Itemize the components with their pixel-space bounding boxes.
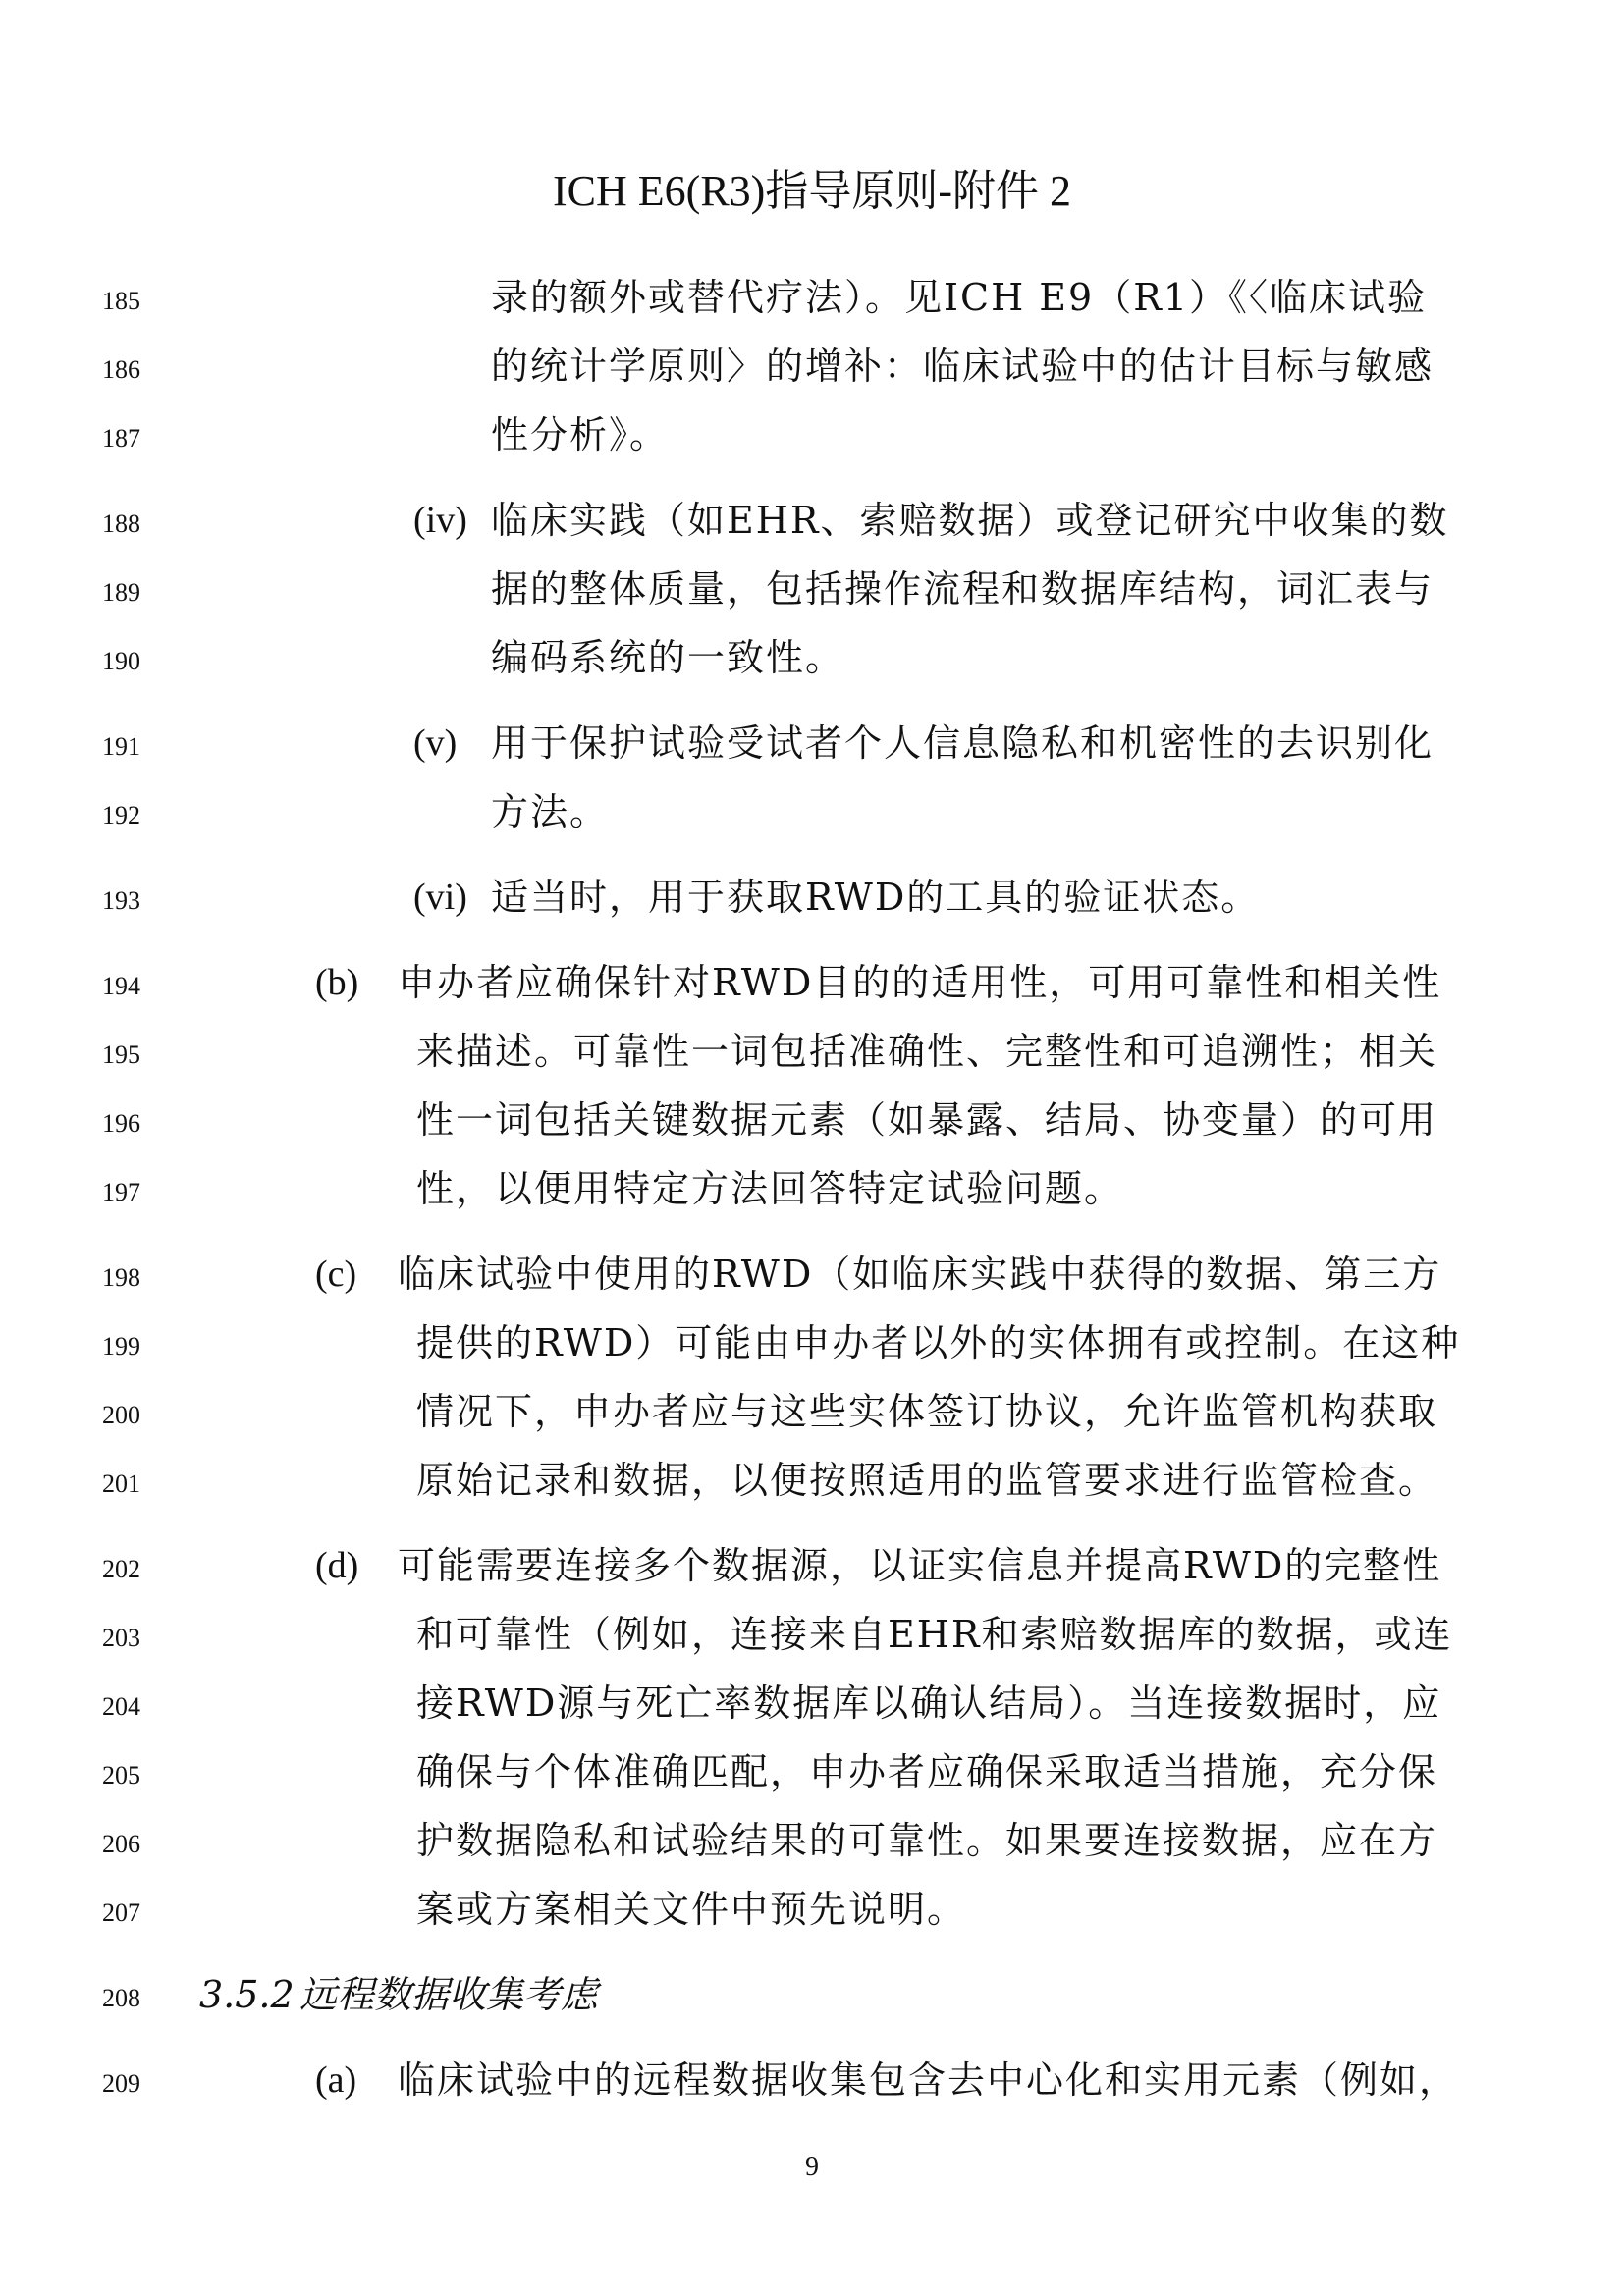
page-number: 9 <box>805 2152 819 2182</box>
item-marker: (vi) <box>413 877 467 918</box>
body-text-line: 性一词包括关键数据元素（如暴露、结局、协变量）的可用 <box>416 1098 1438 1142</box>
item-marker: (iv) <box>413 500 467 541</box>
line-number: 199 <box>102 1332 140 1361</box>
body-text-line: 原始记录和数据，以便按照适用的监管要求进行监管检查。 <box>416 1459 1438 1502</box>
body-text-line: 提供的RWD）可能由申办者以外的实体拥有或控制。在这种 <box>416 1321 1461 1364</box>
line-number: 187 <box>102 424 140 453</box>
line-number: 189 <box>102 578 140 607</box>
line-number: 197 <box>102 1178 140 1206</box>
body-text-line: 案或方案相关文件中预先说明。 <box>416 1888 967 1931</box>
line-number: 198 <box>102 1263 140 1292</box>
body-text-line: 情况下，申办者应与这些实体签订协议，允许监管机构获取 <box>416 1390 1438 1433</box>
line-number: 195 <box>102 1041 140 1069</box>
section-number: 3.5.2 <box>199 1973 295 2016</box>
body-text-line: 临床试验中的远程数据收集包含去中心化和实用元素（例如， <box>398 2058 1459 2102</box>
body-text-line: 申办者应确保针对RWD目的的适用性，可用可靠性和相关性 <box>398 961 1442 1004</box>
line-number: 204 <box>102 1692 140 1721</box>
line-number: 192 <box>102 801 140 829</box>
line-number: 203 <box>102 1624 140 1652</box>
line-number: 185 <box>102 287 140 315</box>
item-marker: (v) <box>413 722 458 764</box>
body-text-line: 可能需要连接多个数据源，以证实信息并提高RWD的完整性 <box>398 1544 1442 1587</box>
line-number: 188 <box>102 509 140 538</box>
item-marker: (b) <box>315 962 359 1003</box>
body-text-line: 确保与个体准确匹配，申办者应确保采取适当措施，充分保 <box>416 1750 1438 1793</box>
line-number: 191 <box>102 732 140 761</box>
body-text-line: 和可靠性（例如，连接来自EHR和索赔数据库的数据，或连 <box>416 1613 1453 1656</box>
item-marker: (a) <box>315 2059 357 2101</box>
line-number: 196 <box>102 1109 140 1138</box>
body-text-line: 性，以便用特定方法回答特定试验问题。 <box>416 1167 1124 1210</box>
body-text-line: 护数据隐私和试验结果的可靠性。如果要连接数据，应在方 <box>416 1819 1438 1862</box>
body-text-line: 编码系统的一致性。 <box>491 636 845 679</box>
line-number: 200 <box>102 1401 140 1429</box>
line-number: 207 <box>102 1898 140 1927</box>
body-text-line: 方法。 <box>491 790 610 833</box>
line-number: 209 <box>102 2069 140 2098</box>
body-text-line: 性分析》。 <box>491 413 670 456</box>
line-number: 190 <box>102 647 140 675</box>
line-number: 206 <box>102 1830 140 1858</box>
line-number: 186 <box>102 355 140 384</box>
body-text-line: 适当时，用于获取RWD的工具的验证状态。 <box>491 876 1261 919</box>
body-text-line: 的统计学原则〉的增补：临床试验中的估计目标与敏感 <box>491 345 1435 388</box>
line-number: 194 <box>102 972 140 1000</box>
line-number: 202 <box>102 1555 140 1583</box>
body-text-line: 来描述。可靠性一词包括准确性、完整性和可追溯性；相关 <box>416 1030 1438 1073</box>
body-text-line: 据的整体质量，包括操作流程和数据库结构，词汇表与 <box>491 567 1435 611</box>
page-header: ICH E6(R3)指导原则-附件 2 <box>553 167 1071 215</box>
body-text-line: 接RWD源与死亡率数据库以确认结局）。当连接数据时，应 <box>416 1682 1442 1725</box>
item-marker: (d) <box>315 1545 359 1586</box>
body-text-line: 临床试验中使用的RWD（如临床实践中获得的数据、第三方 <box>398 1253 1442 1296</box>
body-text-line: 录的额外或替代疗法）。见ICH E9（R1）《〈临床试验 <box>491 276 1428 319</box>
body-text-line: 用于保护试验受试者个人信息隐私和机密性的去识别化 <box>491 721 1435 765</box>
line-number: 193 <box>102 886 140 915</box>
item-marker: (c) <box>315 1254 357 1295</box>
section-heading: 远程数据收集考虑 <box>299 1973 599 2016</box>
line-number: 205 <box>102 1761 140 1789</box>
line-number: 201 <box>102 1469 140 1498</box>
body-text-line: 临床实践（如EHR、索赔数据）或登记研究中收集的数 <box>491 499 1449 542</box>
line-number: 208 <box>102 1984 140 2012</box>
